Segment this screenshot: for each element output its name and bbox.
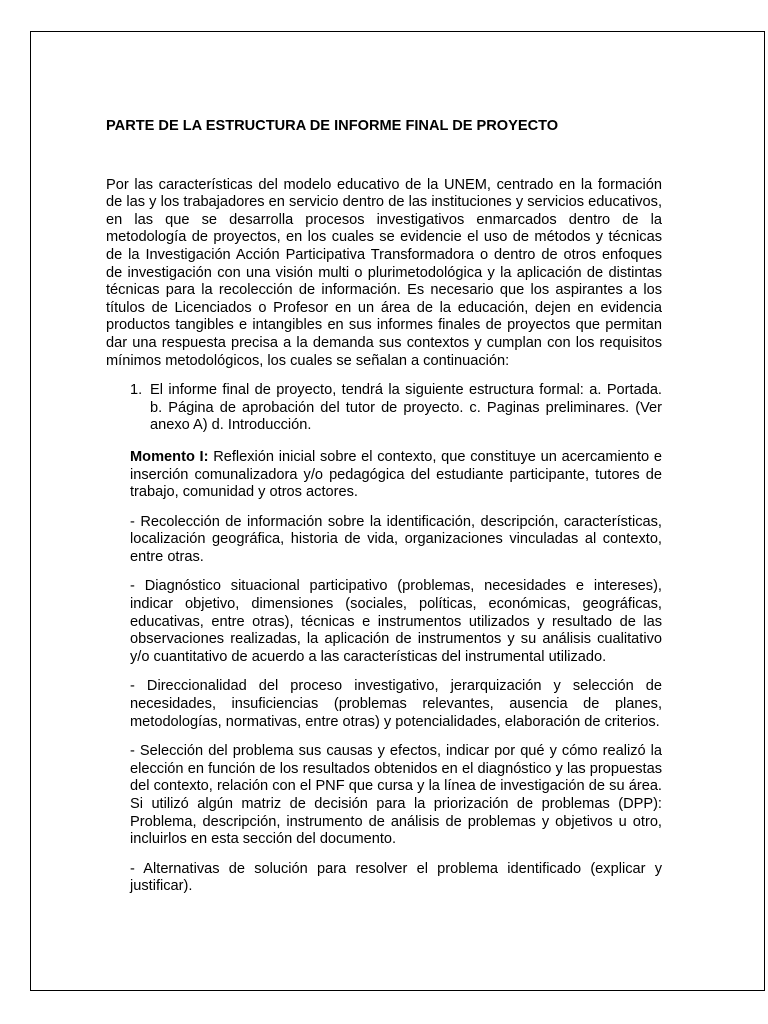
moment-label: Momento I:	[130, 448, 209, 465]
section-paragraph-direccionalidad: - Direccionalidad del proceso investigativo, jerarquización y selección de necesidades, insuficiencias (problemas relevantes, ausencia de planes, metodologías, normativas, entre otras) y potencialidades, elaboración de criterios.	[130, 678, 662, 730]
section-paragraph-alternativas: - Alternativas de solución para resolver el problema identificado (explicar y justificar).	[130, 860, 662, 895]
document-content	[106, 118, 662, 908]
moment-paragraph	[130, 449, 662, 502]
list-item-text: El informe final de proyecto, tendrá la siguiente estructura formal: a. Portada. b. Página de aprobación del tutor de proyecto. c. Paginas preliminares. (Ver anexo A) d. Introducción.	[150, 382, 662, 434]
intro-paragraph: Por las características del modelo educativo de la UNEM, centrado en la formación de las y los trabajadores en servicio dentro de las instituciones y servicios educativos, en las que se desarrolla procesos investigativos enmarcados dentro de la metodología de proyectos, en los cuales se evidencie el uso de métodos y técnicas de la Investigación Acción Participativa Transformadora o dentro de otros enfoques de investigación con una visión multi o plurimetodológica y la aplicación de distintas técnicas para la recolección de información. Es necesario que los aspirantes a los títulos de Licenciados o Profesor en un área de la educación, dejen en evidencia productos tangibles e intangibles en sus informes finales de proyectos que permitan dar una respuesta precisa a la demanda sus contextos y cumplan con los requisitos mínimos metodológicos, los cuales se señalan a continuación:	[106, 176, 662, 369]
moment-text: Reflexión inicial sobre el contexto, que constituye un acercamiento e inserción comunalizadora y/o pedagógica del estudiante participante, tutores de trabajo, comunidad y otros actores.	[130, 448, 663, 501]
document-title: PARTE DE LA ESTRUCTURA DE INFORME FINAL DE PROYECTO	[106, 118, 559, 134]
section-paragraph-seleccion: - Selección del problema sus causas y efectos, indicar por qué y cómo realizó la elección en función de los resultados obtenidos en el diagnóstico y las propuestas del contexto, relación con el PNF que cursa y la línea de investigación de su área. Si utilizó algún matriz de decisión para la priorización de problemas (DPP): Problema, descripción, instrumento de análisis de problemas y objetivos u otro, incluirlos en esta sección del documento.	[130, 743, 662, 848]
section-paragraph-diagnostico: - Diagnóstico situacional participativo (problemas, necesidades e intereses), indicar objetivo, dimensiones (sociales, políticas, económicas, geográficas, educativas, entre otras), técnicas e instrumentos utilizados y resultado de las observaciones realizadas, la aplicación de instrumentos y su análisis cualitativo y/o cuantitativo de acuerdo a las características del instrumental utilizado.	[130, 578, 662, 665]
list-item-number: 1.	[130, 382, 143, 399]
section-paragraph-recoleccion: - Recolección de información sobre la identificación, descripción, características, localización geográfica, historia de vida, organizaciones vinculadas al contexto, entre otras.	[130, 513, 662, 565]
list-item	[130, 382, 662, 435]
